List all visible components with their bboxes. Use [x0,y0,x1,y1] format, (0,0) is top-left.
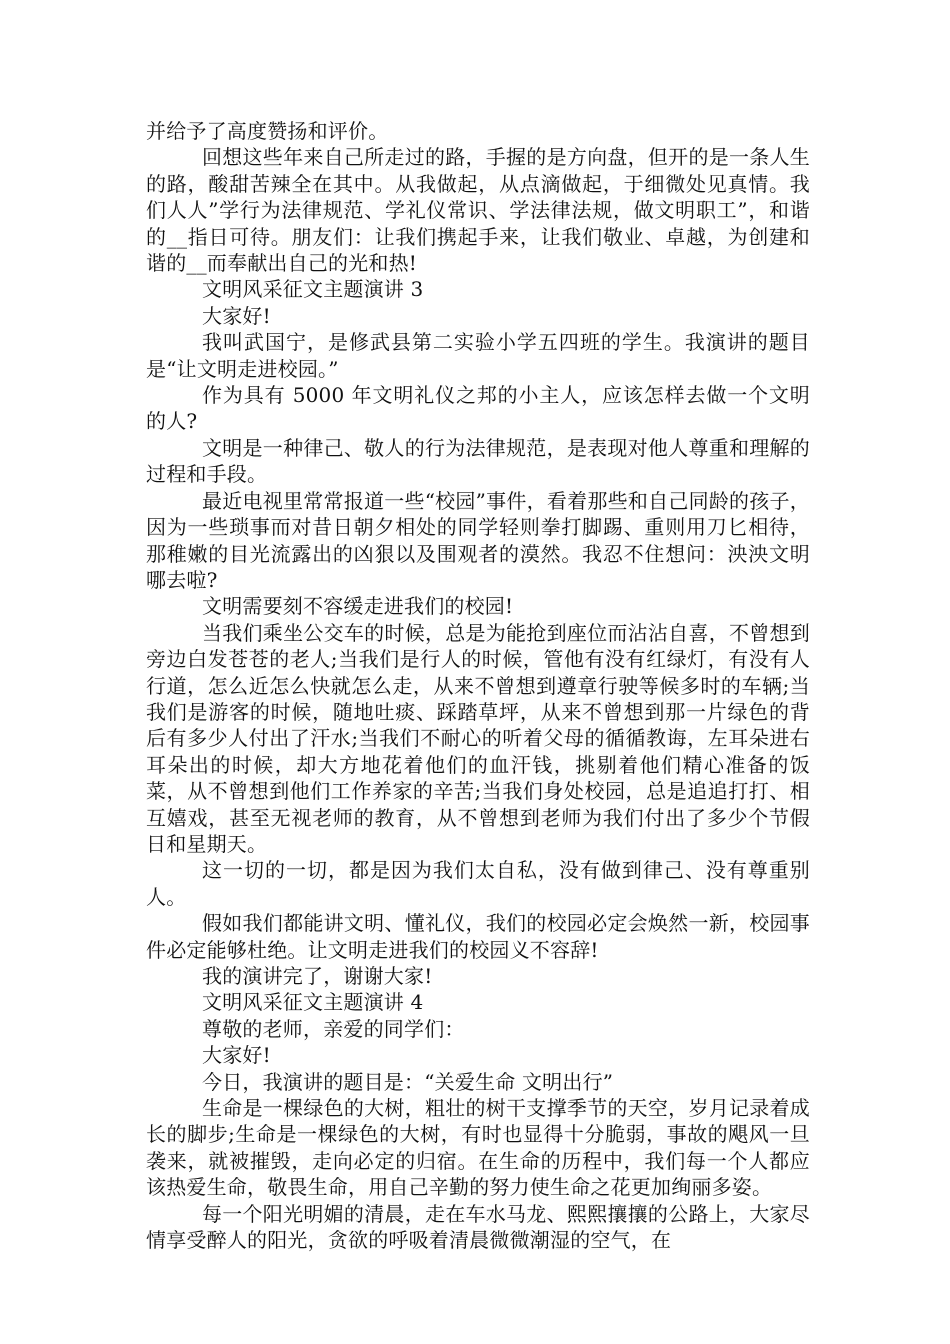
paragraph: 最近电视里常常报道一些“校园”事件，看着那些和自己同龄的孩子，因为一些琐事而对昔日朝夕相处的同学轻则拳打脚踢、重则用刀匕相待，那稚嫩的目光流露出的凶狠以及围观者的漠然。我忍不住想问：泱泱文明哪去啦? [146,488,810,592]
paragraph: 我叫武国宁，是修武县第二实验小学五四班的学生。我演讲的题目是“让文明走进校园。” [146,330,810,381]
paragraph: 文明是一种律己、敬人的行为法律规范，是表现对他人尊重和理解的过程和手段。 [146,435,810,487]
salutation: 尊敬的老师，亲爱的同学们： [202,1016,465,1041]
document-body [146,118,810,1253]
paragraph: 回想这些年来自己所走过的路，手握的是方向盘，但开的是一条人生的路，酸甜苦辣全在其中。从我做起，从点滴做起，于细微处见真情。我们人人”学行为法律规范、学礼仪常识、学法律法规，做文明职工”，和谐的__指日可待。朋友们：让我们携起手来，让我们敬业、卓越，为创建和谐的__而奉献出自己的光和热! [146,145,810,276]
greeting: 大家好! [202,1043,271,1068]
paragraph: 文明需要刻不容缓走进我们的校园! [202,594,514,619]
section-heading: 文明风采征文主题演讲 4 [202,990,424,1015]
paragraph: 并给予了高度赞扬和评价。 [146,119,389,143]
paragraph: 假如我们都能讲文明、懂礼仪，我们的校园必定会焕然一新，校园事件必定能够杜绝。让文明走进我们的校园义不容辞! [146,911,810,962]
paragraph: 今日，我演讲的题目是：“关爱生命 文明出行” [202,1069,614,1094]
paragraph: 每一个阳光明媚的清晨，走在车水马龙、熙熙攘攘的公路上，大家尽情享受醉人的阳光，贪欲的呼吸着清晨微微潮湿的空气，在 [146,1201,810,1253]
paragraph: 生命是一棵绿色的大树，粗壮的树干支撑季节的天空，岁月记录着成长的脚步;生命是一棵绿色的大树，有时也显得十分脆弱，事故的飓风一旦袭来，就被摧毁，走向必定的归宿。在生命的历程中，我们每一个人都应该热爱生命，敬畏生命，用自己辛勤的努力使生命之花更加绚丽多姿。 [146,1096,810,1200]
paragraph: 我的演讲完了，谢谢大家! [202,964,433,988]
section-heading: 文明风采征文主题演讲 3 [202,277,424,302]
greeting: 大家好! [202,303,271,328]
paragraph: 当我们乘坐公交车的时候，总是为能抢到座位而沾沾自喜，不曾想到旁边白发苍苍的老人;当我们是行人的时候，管他有没有红绿灯，有没有人行道，怎么近怎么快就怎么走，从来不曾想到遵章行驶等候多时的车辆;当我们是游客的时候，随地吐痰、踩踏草坪，从来不曾想到那一片绿色的背后有多少人付出了汗水;当我们不耐心的听着父母的循循教诲，左耳朵进右耳朵出的时候，却大方地花着他们的血汗钱，挑剔着他们精心准备的饭菜，从不曾想到他们工作养家的辛苦;当我们身处校园，总是追追打打、相互嬉戏，甚至无视老师的教育，从不曾想到老师为我们付出了多少个节假日和星期天。 [146,620,810,856]
paragraph: 作为具有 5000 年文明礼仪之邦的小主人，应该怎样去做一个文明的人? [146,383,810,434]
paragraph: 这一切的一切，都是因为我们太自私，没有做到律己、没有尊重别人。 [146,858,810,909]
